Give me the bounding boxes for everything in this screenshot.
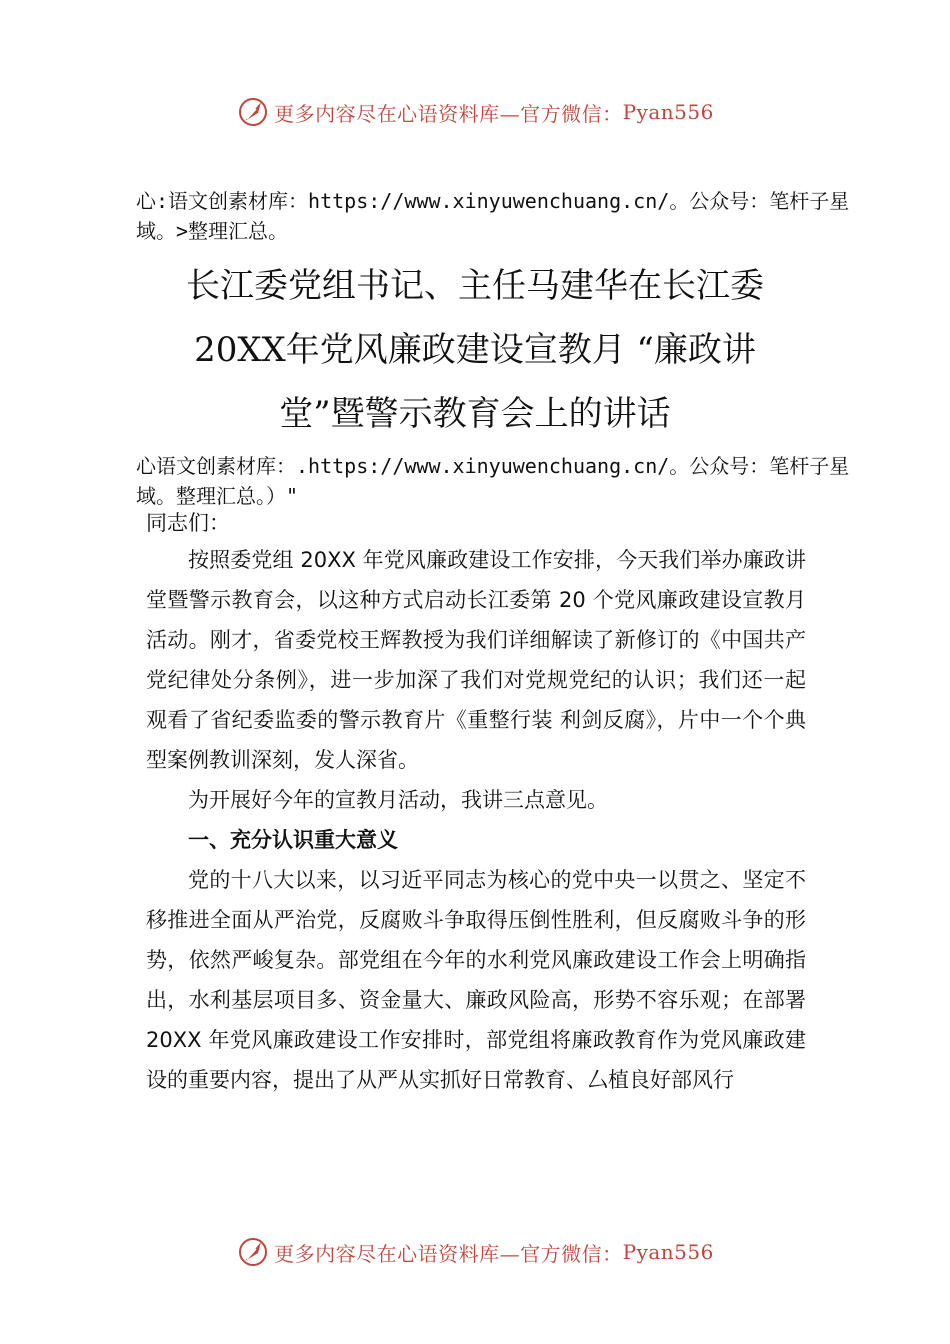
paragraph-2: 为开展好今年的宣教月活动，我讲三点意见。 [188, 788, 608, 812]
banner-wechat-id: Pyan556 [622, 100, 714, 124]
paragraph-3: 党的十八大以来，以习近平同志为核心的党中央一以贯之、坚定不移推进全面从严治党，反腐败斗争取得压倒性胜利，但反腐败斗争的形势，依然严峻复杂。部党组在今年的水利党风廉政建设工作会上明确指出，水利基层项目多、资金量大、廉政风险高，形势不容乐观；在部署 20XX 年党风廉政建设工作安排时，部党组将廉政教育作为党风廉政建设的重要内容，提出了从严从实抓好日常教育、厶植良好部风行 [146, 868, 806, 1092]
title-line-2: 20XX年党风廉政建设宣教月 “廉政讲 [194, 330, 756, 370]
header-banner [0, 92, 950, 132]
title-line-3: 堂”暨警示教育会上的讲话 [279, 394, 671, 434]
speech-body [146, 506, 806, 1100]
source-note-second: 心语文创素材库：.https://www.xinyuwenchuang.cn/。公众号：笔杆子星域。整理汇总。）" [136, 454, 850, 508]
paragraph-1: 按照委党组 20XX 年党风廉政建设工作安排，今天我们举办廉政讲堂暨警示教育会，以这种方式启动长江委第 20 个党风廉政建设宣教月活动。刚才，省委党校王辉教授为我们详细解读了新修订的《中国共产党纪律处分条例》，进一步加深了我们对党规党纪的认识；我们还一起观看了省纪委监委的警示教育片《重整行装 利剑反腐》，片中一个个典型案例教训深刻，发人深省。 [146, 548, 806, 772]
section-heading-1: 一、充分认识重大意义 [188, 828, 398, 852]
quill-logo-icon [236, 95, 270, 129]
banner-wechat-id: Pyan556 [622, 1240, 714, 1264]
document-title [120, 254, 830, 446]
banner-text: 更多内容尽在心语资料库—官方微信： [274, 1241, 623, 1266]
quill-logo-icon [236, 1235, 270, 1269]
salutation: 同志们： [146, 511, 230, 535]
banner-text: 更多内容尽在心语资料库—官方微信： [274, 101, 623, 126]
footer-banner [0, 1232, 950, 1272]
source-note-top: 心:语文创素材库：https://www.xinyuwenchuang.cn/。公众号：笔杆子星域。>整理汇总。 [136, 189, 850, 243]
title-line-1: 长江委党组书记、主任马建华在长江委 [186, 266, 764, 306]
